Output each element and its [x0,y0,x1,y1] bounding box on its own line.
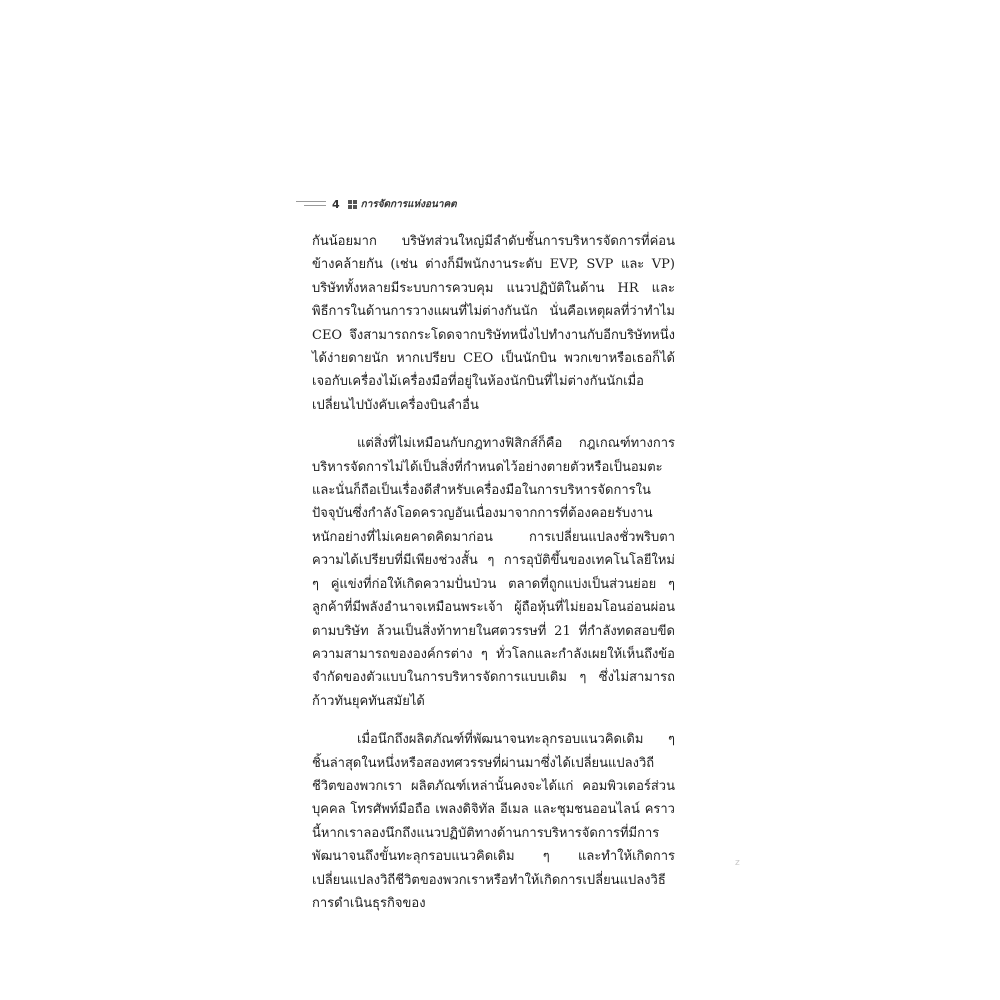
body-text [312,230,675,930]
header-squares-icon [348,200,357,209]
running-title: การจัดการแห่งอนาคต [360,198,457,210]
paragraph-1: กันน้อยมาก บริษัทส่วนใหญ่มีลำดับชั้นการบริหารจัดการที่ค่อนข้างคล้ายกัน (เช่น ต่างก็มีพนักงานระดับ EVP, SVP และ VP) บริษัททั้งหลายมีระบบการควบคุม แนวปฏิบัติในด้าน HR และพิธีการในด้านการวางแผนที่ไม่ต่างกันนัก นั่นคือเหตุผลที่ว่าทำไม CEO จึงสามารถกระโดดจากบริษัทหนึ่งไปทำงานกับอีกบริษัทหนึ่งได้ง่ายดายนัก หากเปรียบ CEO เป็นนักบิน พวกเขาหรือเธอก็ได้เจอกับเครื่องไม้เครื่องมือที่อยู่ในห้องนักบินที่ไม่ต่างกันนักเมื่อเปลี่ยนไปบังคับเครื่องบินลำอื่น [312,234,675,413]
page-number: 4 [332,197,340,211]
corner-mark: z [735,858,740,868]
paragraph-2: แต่สิ่งที่ไม่เหมือนกับกฎทางฟิสิกส์ก็คือ กฎเกณฑ์ทางการบริหารจัดการไม่ได้เป็นสิ่งที่กำหนดไว้อย่างตายตัวหรือเป็นอมตะ และนั่นก็ถือเป็นเรื่องดีสำหรับเครื่องมือในการบริหารจัดการในปัจจุบันซึ่งกำลังโอดครวญอันเนื่องมาจากการที่ต้องคอยรับงานหนักอย่างที่ไม่เคยคาดคิดมาก่อน การเปลี่ยนแปลงชั่วพริบตา ความได้เปรียบที่มีเพียงช่วงสั้น ๆ การอุบัติขึ้นของเทคโนโลยีใหม่ ๆ คู่แข่งที่ก่อให้เกิดความปั่นป่วน ตลาดที่ถูกแบ่งเป็นส่วนย่อย ๆ ลูกค้าที่มีพลังอำนาจเหมือนพระเจ้า ผู้ถือหุ้นที่ไม่ยอมโอนอ่อนผ่อนตามบริษัท ล้วนเป็นสิ่งท้าทายในศตวรรษที่ 21 ที่กำลังทดสอบขีดความสามารถขององค์กรต่าง ๆ ทั่วโลกและกำลังเผยให้เห็นถึงข้อจำกัดของตัวแบบในการบริหารจัดการแบบเดิม ๆ ซึ่งไม่สามารถก้าวทันยุคทันสมัยได้ [312,436,675,709]
running-header [296,196,457,212]
paragraph-3: เมื่อนึกถึงผลิตภัณฑ์ที่พัฒนาจนทะลุกรอบแนวคิดเดิม ๆ ชิ้นล่าสุดในหนึ่งหรือสองทศวรรษที่ผ่านมาซึ่งได้เปลี่ยนแปลงวิถีชีวิตของพวกเรา ผลิตภัณฑ์เหล่านั้นคงจะได้แก่ คอมพิวเตอร์ส่วนบุคคล โทรศัพท์มือถือ เพลงดิจิทัล อีเมล และชุมชนออนไลน์ คราวนี้หากเราลองนึกถึงแนวปฏิบัติทางด้านการบริหารจัดการที่มีการพัฒนาจนถึงขั้นทะลุกรอบแนวคิดเดิม ๆ และทำให้เกิดการเปลี่ยนแปลงวิถีชีวิตของพวกเราหรือทำให้เกิดการเปลี่ยนแปลงวิธีการดำเนินธุรกิจของ [312,732,675,911]
header-rule-ornament [296,200,326,208]
